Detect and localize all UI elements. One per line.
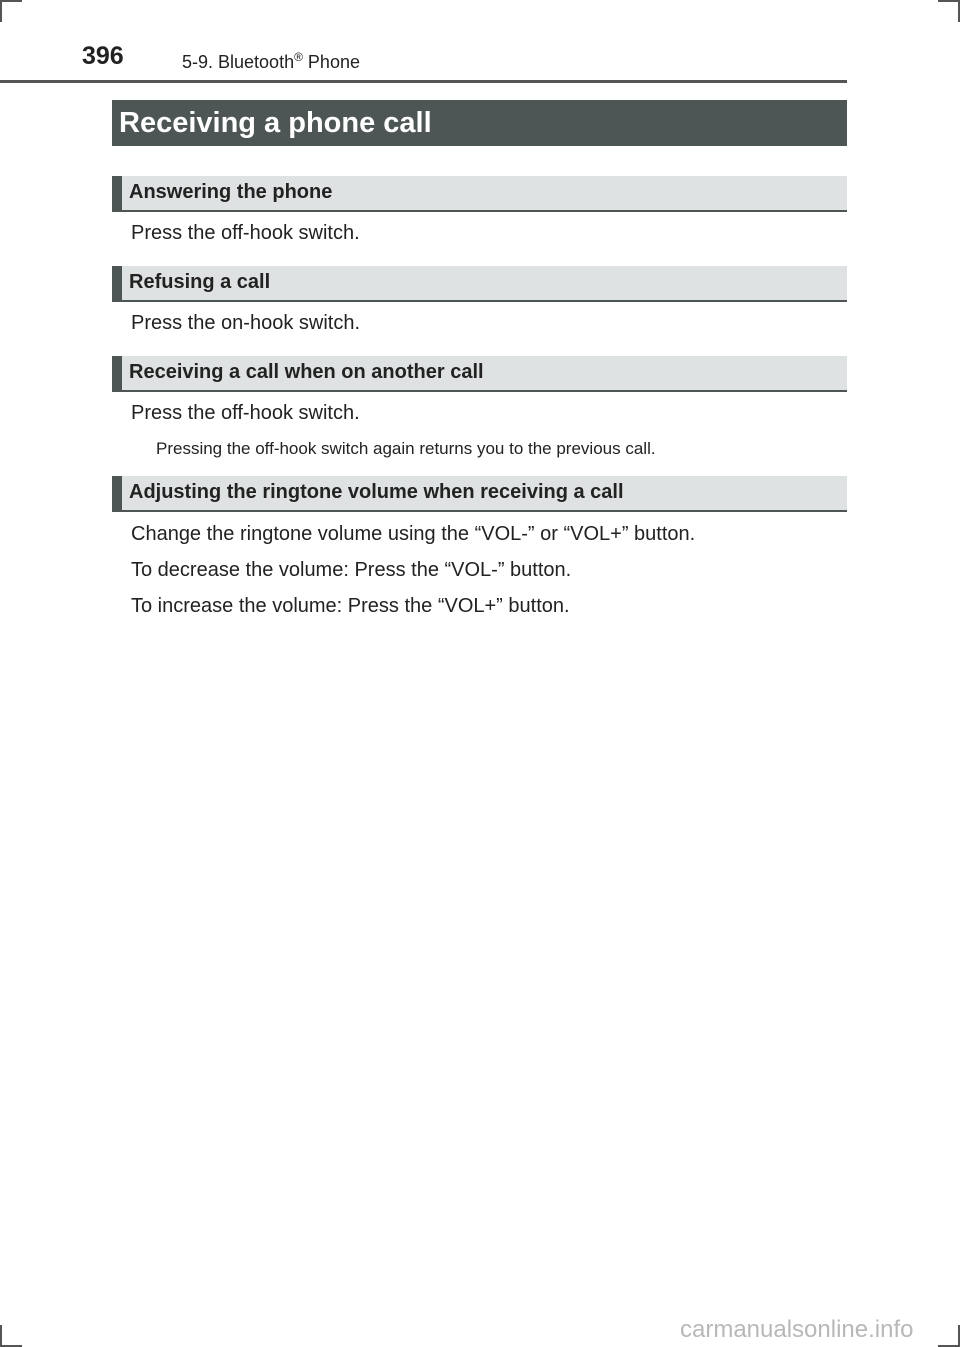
paragraph: To increase the volume: Press the “VOL+” button.	[131, 595, 570, 617]
crop-mark	[0, 0, 2, 22]
subheading-another-call: Receiving a call when on another call	[112, 356, 847, 392]
page-number: 396	[82, 42, 124, 70]
note: Pressing the off-hook switch again returns you to the previous call.	[156, 439, 656, 458]
paragraph: Change the ringtone volume using the “VOL-” or “VOL+” button.	[131, 523, 696, 545]
crop-mark	[0, 0, 22, 2]
section-prefix: 5-9. Bluetooth	[182, 52, 295, 72]
watermark: carmanualsonline.info	[680, 1316, 914, 1343]
subheading-ringtone-volume: Adjusting the ringtone volume when receiving a call	[112, 476, 847, 512]
crop-mark	[938, 0, 960, 2]
paragraph: To decrease the volume: Press the “VOL-” button.	[131, 559, 572, 581]
paragraph: Press the off-hook switch.	[131, 222, 360, 244]
registered-mark: ®	[294, 50, 303, 64]
subheading-answering: Answering the phone	[112, 176, 847, 212]
paragraph: Press the off-hook switch.	[131, 402, 360, 424]
page-title: Receiving a phone call	[112, 100, 847, 146]
section-suffix: Phone	[302, 52, 360, 72]
paragraph: Press the on-hook switch.	[131, 312, 360, 334]
header-rule	[0, 80, 847, 83]
section-reference	[182, 50, 360, 73]
subheading-refusing: Refusing a call	[112, 266, 847, 302]
crop-mark	[0, 1325, 2, 1347]
